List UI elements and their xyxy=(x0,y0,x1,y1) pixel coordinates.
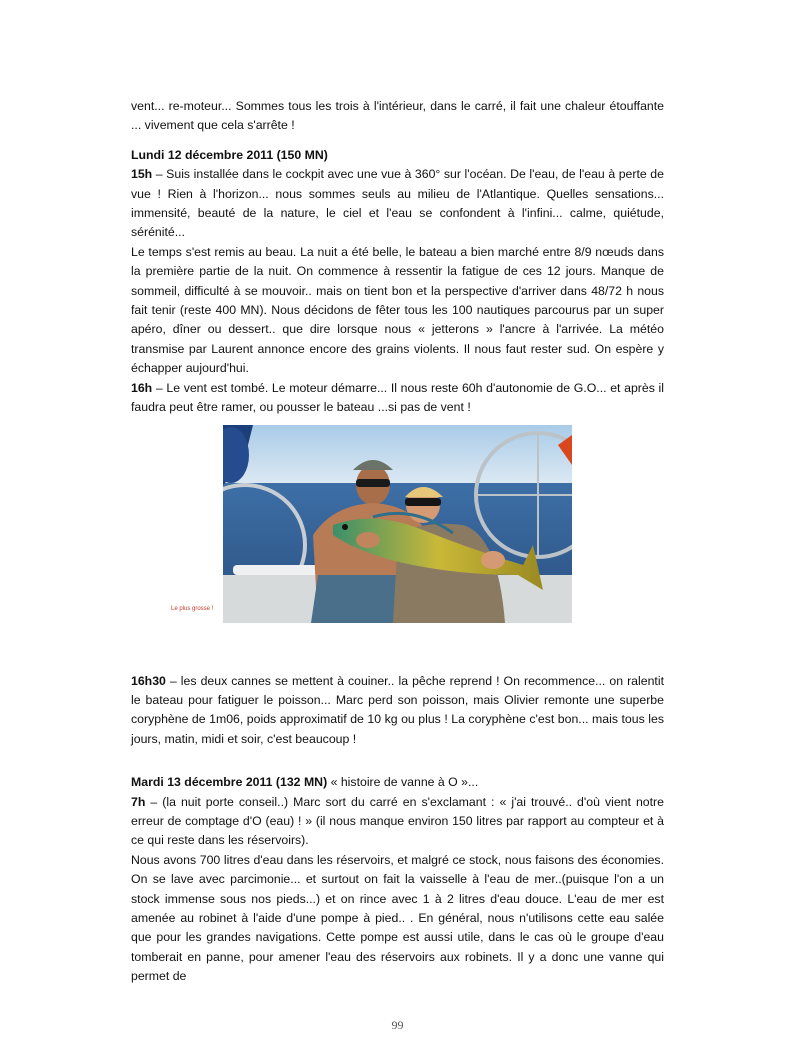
paragraph-water: Nous avons 700 litres d'eau dans les réservoirs, et malgré ce stock, nous faisons des économies. On se lave avec parcimonie... et surtout on fait la vaisselle à l'eau de mer..(puisque l'on a un stock immense sous nos pieds...) et on rince avec 1 à 2 litres d'eau douce. L'eau de mer est amenée au robinet à l'aide d'une pompe à pied.. . En général, nous n'utilisons cette eau salée que pour les grandes navigations. Cette pompe est aussi utile, dans le cas où le groupe d'eau tomberait en panne, pour amener l'eau des réservoirs aux robinets. Il y a donc une vanne qui permet de xyxy=(131,852,664,984)
page-content xyxy=(131,97,664,987)
fishing-photo-image xyxy=(223,425,572,623)
text-16h: – Le vent est tombé. Le moteur démarre... Il nous reste 60h d'autonomie de G.O... et après il faudra peut être ramer, ou pousser le bateau ...si pas de vent ! xyxy=(131,380,664,415)
time-7h: 7h xyxy=(131,794,146,809)
paragraph-16h30 xyxy=(131,672,664,750)
time-16h30: 16h30 xyxy=(131,673,166,688)
paragraph-15h xyxy=(131,165,664,243)
photo-caption: Le plus grosse ! xyxy=(171,605,214,612)
fishing-photo xyxy=(223,425,572,623)
photo-container xyxy=(131,425,664,657)
paragraph-16h xyxy=(131,379,664,418)
heading-mardi-13-subtitle: « histoire de vanne à O »... xyxy=(327,775,479,790)
paragraph-7h xyxy=(131,793,664,851)
heading-lundi-12: Lundi 12 décembre 2011 (150 MN) xyxy=(131,147,328,162)
text-15h: – Suis installée dans le cockpit avec une vue à 360° sur l'océan. De l'eau, de l'eau à perte de vue ! Rien à l'horizon... nous sommes seuls au milieu de l'Atlantique. Quelles sensations... immensité, beauté de la nature, le ciel et l'eau se confondent à l'infini... calme, quiétude, sérénité... xyxy=(131,167,664,240)
page-number: 99 xyxy=(391,1018,404,1032)
time-15h: 15h xyxy=(131,167,153,182)
text-16h30: – les deux cannes se mettent à couiner.. la pêche reprend ! On recommence... on ralentit le bateau pour fatiguer le poisson... Marc perd son poisson, mais Olivier remonte une superbe coryphène de 1m06, poids approximatif de 10 kg ou plus ! La coryphène c'est bon... mais tous les jours, matin, midi et soir, c'est beaucoup ! xyxy=(131,673,664,746)
time-16h: 16h xyxy=(131,380,153,395)
heading-mardi-13-line xyxy=(131,773,664,792)
text-7h: – (la nuit porte conseil..) Marc sort du carré en s'exclamant : « j'ai trouvé.. d'où vient notre erreur de comptage d'O (eau) ! » (il nous manque environ 150 litres par rapport au compteur et à ce qui reste dans les réservoirs). xyxy=(131,794,664,848)
paragraph-intro: vent... re-moteur... Sommes tous les trois à l'intérieur, dans le carré, il fait une chaleur étouffante ... vivement que cela s'arrête ! xyxy=(131,99,664,133)
heading-mardi-13: Mardi 13 décembre 2011 (132 MN) xyxy=(131,775,328,790)
paragraph-weather: Le temps s'est remis au beau. La nuit a été belle, le bateau a bien marché entre 8/9 nœuds dans la première partie de la nuit. On commence à ressentir la fatigue de ces 12 jours. Manque de sommeil, difficulté à se mouvoir.. mais on tient bon et la perspective d'arriver dans 48/72 h nous fait tenir (reste 400 MN). Nous décidons de fêter tous les 100 nautiques parcourus par un super apéro, dîner ou dessert.. que dire lorsque nous « jetterons » l'ancre à l'arrivée. La météo transmise par Laurent annonce encore des grains violents. Il nous faut rester sud. On espère y échapper aujourd'hui. xyxy=(131,244,664,376)
